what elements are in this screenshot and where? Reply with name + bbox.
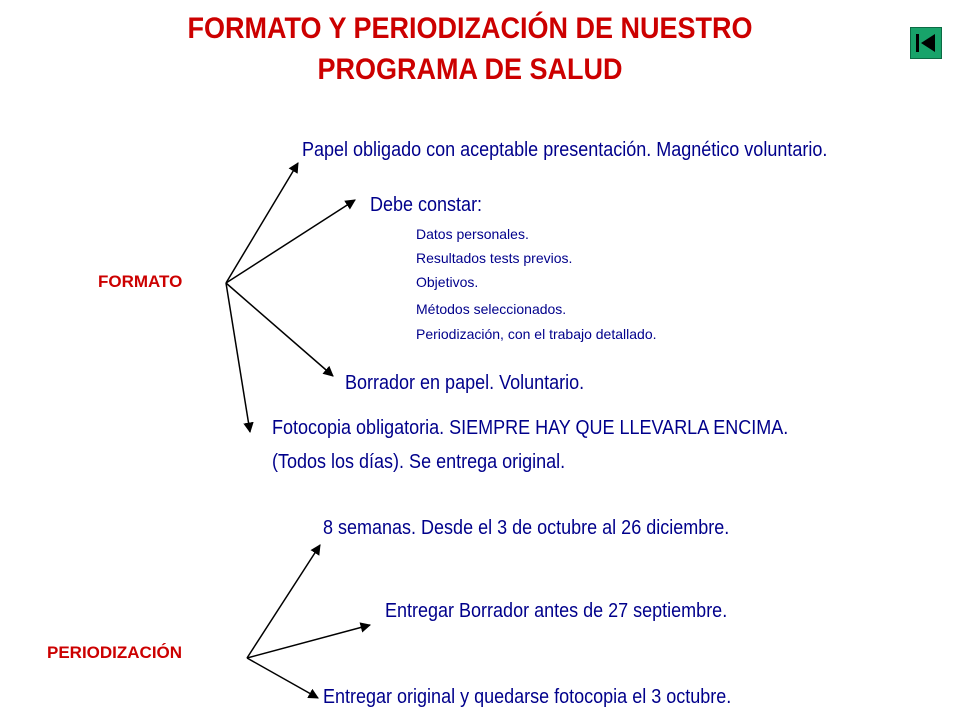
formato-item-papel: Papel obligado con aceptable presentación. Magnético voluntario. bbox=[302, 139, 828, 161]
formato-sub-item: Resultados tests previos. bbox=[416, 250, 573, 266]
formato-item-fotocopia-cont: (Todos los días). Se entrega original. bbox=[272, 451, 566, 473]
slide-title-line-1: FORMATO Y PERIODIZACIÓN DE NUESTRO bbox=[187, 12, 753, 45]
formato-sub-item: Objetivos. bbox=[416, 274, 479, 290]
slide-title-line-2: PROGRAMA DE SALUD bbox=[317, 53, 623, 86]
periodizacion-item-semanas: 8 semanas. Desde el 3 de octubre al 26 diciembre. bbox=[323, 517, 730, 539]
arrow-formato-papel bbox=[226, 163, 298, 283]
arrow-periodizacion-original bbox=[247, 658, 318, 698]
formato-label: FORMATO bbox=[98, 272, 183, 291]
formato-sub-item: Métodos seleccionados. bbox=[416, 301, 567, 317]
formato-item-borrador: Borrador en papel. Voluntario. bbox=[345, 372, 585, 394]
arrow-formato-debe bbox=[226, 200, 355, 283]
periodizacion-item-original: Entregar original y quedarse fotocopia el 3 octubre. bbox=[323, 686, 732, 708]
arrow-formato-borrador bbox=[226, 283, 333, 376]
periodizacion-item-borrador: Entregar Borrador antes de 27 septiembre. bbox=[385, 600, 728, 622]
arrow-formato-fotocopia bbox=[226, 283, 250, 432]
formato-item-fotocopia: Fotocopia obligatoria. SIEMPRE HAY QUE LLEVARLA ENCIMA. bbox=[272, 417, 789, 439]
periodizacion-label: PERIODIZACIÓN bbox=[47, 643, 183, 662]
formato-sub-item: Periodización, con el trabajo detallado. bbox=[416, 326, 657, 342]
formato-item-debe-constar: Debe constar: bbox=[370, 194, 483, 216]
formato-sub-item: Datos personales. bbox=[416, 226, 529, 242]
